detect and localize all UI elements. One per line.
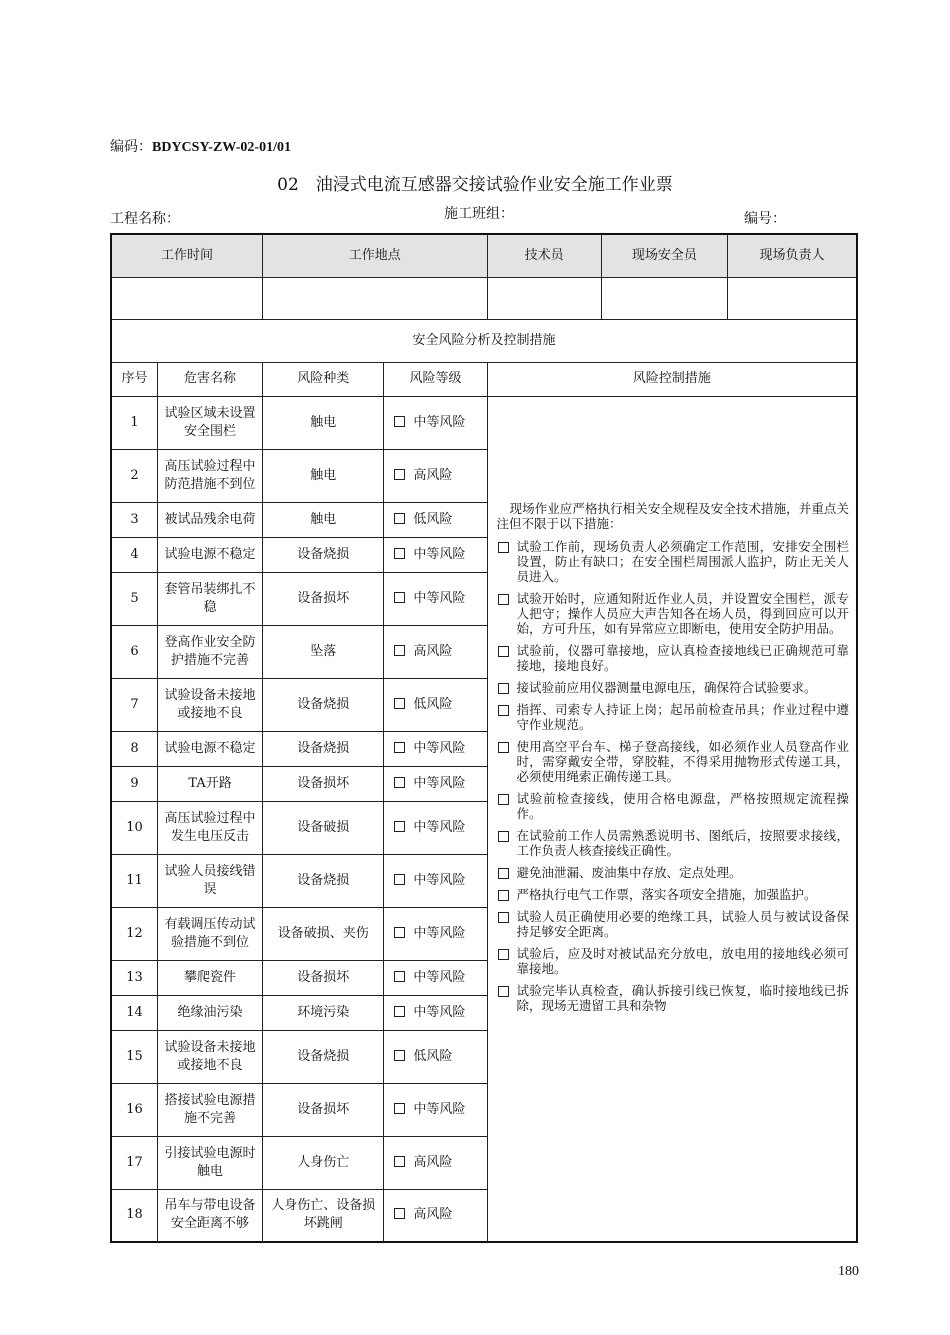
checkbox-icon[interactable] [498, 868, 509, 879]
checkbox-icon[interactable] [394, 821, 405, 832]
document-code [110, 136, 291, 156]
risk-seq-cell: 7 [111, 678, 157, 731]
measure-item [497, 983, 850, 1013]
col-seq-header: 序号 [111, 362, 157, 396]
site-manager-header: 现场负责人 [728, 234, 857, 277]
risk-level-cell [384, 1136, 487, 1189]
risk-type-cell: 环境污染 [263, 995, 384, 1030]
risk-seq-cell: 10 [111, 801, 157, 854]
risk-level-cell [384, 625, 487, 678]
measure-text: 避免油泄漏、废油集中存放、定点处理。 [516, 864, 742, 880]
risk-level-text: 高风险 [413, 467, 453, 483]
risk-type-cell: 设备烧损 [263, 731, 384, 766]
measure-text: 试验开始时，应通知附近作业人员，并设置安全围栏，派专人把守；操作人员应大声告知各在场人员，得到回应可以开始，方可升压，如有异常应立即断电，使用安全防护用品。 [516, 590, 849, 636]
measure-item [497, 909, 850, 939]
measure-text: 试验完毕认真检查，确认拆接引线已恢复，临时接地线已拆除，现场无遗留工具和杂物 [516, 982, 849, 1013]
risk-type-cell: 设备破损、夹伤 [263, 907, 384, 960]
risk-type-cell: 设备损坏 [263, 766, 384, 801]
risk-level-cell [384, 396, 487, 449]
measure-item [497, 828, 850, 858]
risk-control-measures-cell [487, 396, 857, 1242]
measure-text: 试验工作前，现场负责人必须确定工作范围，安排安全围栏设置，防止有缺口；在安全围栏周围派人监护，防止无关人员进入。 [516, 538, 849, 584]
risk-type-cell: 设备破损 [263, 801, 384, 854]
technician-value[interactable] [487, 277, 601, 319]
risk-seq-cell: 9 [111, 766, 157, 801]
checkbox-icon[interactable] [394, 1156, 405, 1167]
risk-level-text: 中等风险 [413, 1004, 466, 1020]
risk-type-cell: 触电 [263, 502, 384, 537]
checkbox-icon[interactable] [394, 698, 405, 709]
risk-level-cell [384, 854, 487, 907]
measure-text: 试验后，应及时对被试品充分放电，放电用的接地线必须可靠接地。 [516, 945, 849, 976]
hazard-name-cell: 高压试验过程中发生电压反击 [157, 801, 262, 854]
hazard-name-cell: 试验设备未接地或接地不良 [157, 1030, 262, 1083]
measure-item [497, 739, 850, 784]
risk-level-text: 中等风险 [413, 590, 466, 606]
hazard-name-cell: 试验人员接线错误 [157, 854, 262, 907]
risk-level-cell [384, 1189, 487, 1242]
hazard-name-cell: 试验电源不稳定 [157, 537, 262, 572]
info-header-row [111, 234, 857, 277]
risk-level-text: 中等风险 [413, 1101, 466, 1117]
checkbox-icon[interactable] [498, 705, 509, 716]
risk-seq-cell: 16 [111, 1083, 157, 1136]
risk-level-cell [384, 907, 487, 960]
risk-type-cell: 设备烧损 [263, 854, 384, 907]
checkbox-icon[interactable] [498, 683, 509, 694]
risk-level-text: 中等风险 [413, 969, 466, 985]
risk-type-cell: 设备烧损 [263, 1030, 384, 1083]
measure-text: 试验前，仪器可靠接地，应认真检查接地线已正确规范可靠接地，接地良好。 [516, 642, 849, 673]
checkbox-icon[interactable] [394, 592, 405, 603]
measure-item [497, 887, 850, 902]
checkbox-icon[interactable] [394, 1103, 405, 1114]
measure-item [497, 643, 850, 673]
code-label: 编码： [110, 139, 152, 155]
work-ticket-table [110, 233, 858, 1243]
hazard-name-cell: 搭接试验电源措施不完善 [157, 1083, 262, 1136]
risk-seq-cell: 4 [111, 537, 157, 572]
risk-level-text: 中等风险 [413, 872, 466, 888]
measure-item [497, 702, 850, 732]
risk-level-cell [384, 537, 487, 572]
risk-seq-cell: 18 [111, 1189, 157, 1242]
col-type-header: 风险种类 [263, 362, 384, 396]
measure-text: 接试验前应用仪器测量电源电压，确保符合试验要求。 [516, 679, 817, 695]
measure-text: 严格执行电气工作票，落实各项安全措施，加强监护。 [516, 886, 817, 902]
hazard-name-cell: 试验区域未设置安全围栏 [157, 396, 262, 449]
risk-level-text: 中等风险 [413, 819, 466, 835]
checkbox-icon[interactable] [394, 927, 405, 938]
document-number-label: 编号： [744, 211, 786, 227]
col-measures-header: 风险控制措施 [487, 362, 857, 396]
risk-level-text: 中等风险 [413, 414, 466, 430]
risk-level-text: 中等风险 [413, 740, 466, 756]
safety-officer-value[interactable] [601, 277, 727, 319]
risk-header-row [111, 362, 857, 396]
hazard-name-cell: 被试品残余电荷 [157, 502, 262, 537]
measure-item [497, 865, 850, 880]
risk-type-cell: 设备烧损 [263, 537, 384, 572]
risk-seq-cell: 15 [111, 1030, 157, 1083]
risk-level-text: 高风险 [413, 643, 453, 659]
hazard-name-cell: 登高作业安全防护措施不完善 [157, 625, 262, 678]
checkbox-icon[interactable] [498, 949, 509, 960]
measure-text: 在试验前工作人员需熟悉说明书、图纸后，按照要求接线，工作负责人核查接线正确性。 [516, 827, 849, 858]
checkbox-icon[interactable] [394, 1006, 405, 1017]
risk-level-cell [384, 766, 487, 801]
checkbox-icon[interactable] [394, 874, 405, 885]
measures-list [497, 501, 850, 1020]
measure-text: 指挥、司索专人持证上岗；起吊前检查吊具；作业过程中遵守作业规范。 [516, 701, 849, 732]
measure-item [497, 539, 850, 584]
measure-text: 试验前检查接线，使用合格电源盘，严格按照规定流程操作。 [516, 790, 849, 821]
hazard-name-cell: 套管吊装绑扎不稳 [157, 572, 262, 625]
hazard-name-cell: 试验设备未接地或接地不良 [157, 678, 262, 731]
col-level-header: 风险等级 [384, 362, 487, 396]
technician-header: 技术员 [487, 234, 601, 277]
risk-row [111, 396, 857, 449]
risk-level-cell [384, 995, 487, 1030]
risk-seq-cell: 11 [111, 854, 157, 907]
checkbox-icon[interactable] [394, 469, 405, 480]
work-time-value[interactable] [111, 277, 263, 319]
risk-level-text: 高风险 [413, 1154, 453, 1170]
risk-seq-cell: 17 [111, 1136, 157, 1189]
measure-text: 试验人员正确使用必要的绝缘工具，试验人员与被试设备保持足够安全距离。 [516, 908, 849, 939]
measure-item [497, 680, 850, 695]
risk-type-cell: 设备烧损 [263, 678, 384, 731]
checkbox-icon[interactable] [498, 890, 509, 901]
site-manager-value[interactable] [728, 277, 857, 319]
project-name-label: 工程名称： [110, 211, 180, 227]
hazard-name-cell: 有载调压传动试验措施不到位 [157, 907, 262, 960]
measure-text: 使用高空平台车、梯子登高接线，如必须作业人员登高作业时，需穿戴安全带，穿胶鞋，不得采用抛物形式传递工具，必须使用绳索正确传递工具。 [516, 738, 849, 784]
risk-level-text: 低风险 [413, 696, 453, 712]
checkbox-icon[interactable] [394, 1050, 405, 1061]
measures-intro: 现场作业应严格执行相关安全规程及安全技术措施，并重点关注但不限于以下措施： [496, 500, 849, 531]
checkbox-icon[interactable] [394, 645, 405, 656]
measure-item [497, 791, 850, 821]
checkbox-icon[interactable] [498, 742, 509, 753]
risk-type-cell: 坠落 [263, 625, 384, 678]
checkbox-icon[interactable] [498, 646, 509, 657]
risk-section-title: 安全风险分析及控制措施 [111, 319, 857, 362]
risk-level-cell [384, 502, 487, 537]
col-hazard-header: 危害名称 [157, 362, 262, 396]
page-number: 180 [838, 1264, 859, 1279]
hazard-name-cell: TA开路 [157, 766, 262, 801]
risk-level-text: 低风险 [413, 511, 453, 527]
risk-seq-cell: 6 [111, 625, 157, 678]
checkbox-icon[interactable] [498, 986, 509, 997]
code-value: BDYCSY-ZW-02-01/01 [152, 140, 291, 155]
risk-type-cell: 人身伤亡 [263, 1136, 384, 1189]
checkbox-icon[interactable] [498, 594, 509, 605]
checkbox-icon[interactable] [394, 742, 405, 753]
construction-team-label: 施工班组： [444, 206, 514, 222]
risk-level-cell [384, 449, 487, 502]
hazard-name-cell: 试验电源不稳定 [157, 731, 262, 766]
checkbox-icon[interactable] [498, 542, 509, 553]
hazard-name-cell: 高压试验过程中防范措施不到位 [157, 449, 262, 502]
risk-type-cell: 设备损坏 [263, 960, 384, 995]
checkbox-icon[interactable] [394, 416, 405, 427]
risk-level-cell [384, 1030, 487, 1083]
work-location-header: 工作地点 [263, 234, 487, 277]
safety-officer-header: 现场安全员 [601, 234, 727, 277]
checkbox-icon[interactable] [498, 794, 509, 805]
hazard-name-cell: 攀爬瓷件 [157, 960, 262, 995]
document-title: 02 油浸式电流互感器交接试验作业安全施工作业票 [277, 175, 673, 195]
risk-seq-cell: 12 [111, 907, 157, 960]
risk-level-text: 低风险 [413, 1048, 453, 1064]
risk-level-cell [384, 801, 487, 854]
risk-level-cell [384, 678, 487, 731]
risk-level-cell [384, 572, 487, 625]
section-title-row [111, 319, 857, 362]
risk-type-cell: 设备损坏 [263, 572, 384, 625]
checkbox-icon[interactable] [394, 1208, 405, 1219]
risk-level-cell [384, 731, 487, 766]
checkbox-icon[interactable] [498, 912, 509, 923]
checkbox-icon[interactable] [394, 513, 405, 524]
risk-seq-cell: 5 [111, 572, 157, 625]
risk-seq-cell: 1 [111, 396, 157, 449]
risk-seq-cell: 3 [111, 502, 157, 537]
checkbox-icon[interactable] [498, 831, 509, 842]
hazard-name-cell: 吊车与带电设备安全距离不够 [157, 1189, 262, 1242]
measure-item [497, 946, 850, 976]
risk-level-text: 中等风险 [413, 546, 466, 562]
work-location-value[interactable] [263, 277, 487, 319]
info-value-row [111, 277, 857, 319]
risk-type-cell: 触电 [263, 449, 384, 502]
risk-seq-cell: 13 [111, 960, 157, 995]
risk-level-text: 高风险 [413, 1207, 453, 1223]
risk-type-cell: 触电 [263, 396, 384, 449]
risk-level-cell [384, 960, 487, 995]
measure-item [497, 591, 850, 636]
checkbox-icon[interactable] [394, 971, 405, 982]
risk-level-text: 中等风险 [413, 925, 466, 941]
risk-seq-cell: 8 [111, 731, 157, 766]
risk-level-text: 中等风险 [413, 775, 466, 791]
risk-type-cell: 设备损坏 [263, 1083, 384, 1136]
risk-seq-cell: 2 [111, 449, 157, 502]
hazard-name-cell: 引接试验电源时触电 [157, 1136, 262, 1189]
checkbox-icon[interactable] [394, 777, 405, 788]
checkbox-icon[interactable] [394, 548, 405, 559]
hazard-name-cell: 绝缘油污染 [157, 995, 262, 1030]
risk-type-cell: 人身伤亡、设备损坏跳闸 [263, 1189, 384, 1242]
risk-level-cell [384, 1083, 487, 1136]
work-time-header: 工作时间 [111, 234, 263, 277]
risk-seq-cell: 14 [111, 995, 157, 1030]
